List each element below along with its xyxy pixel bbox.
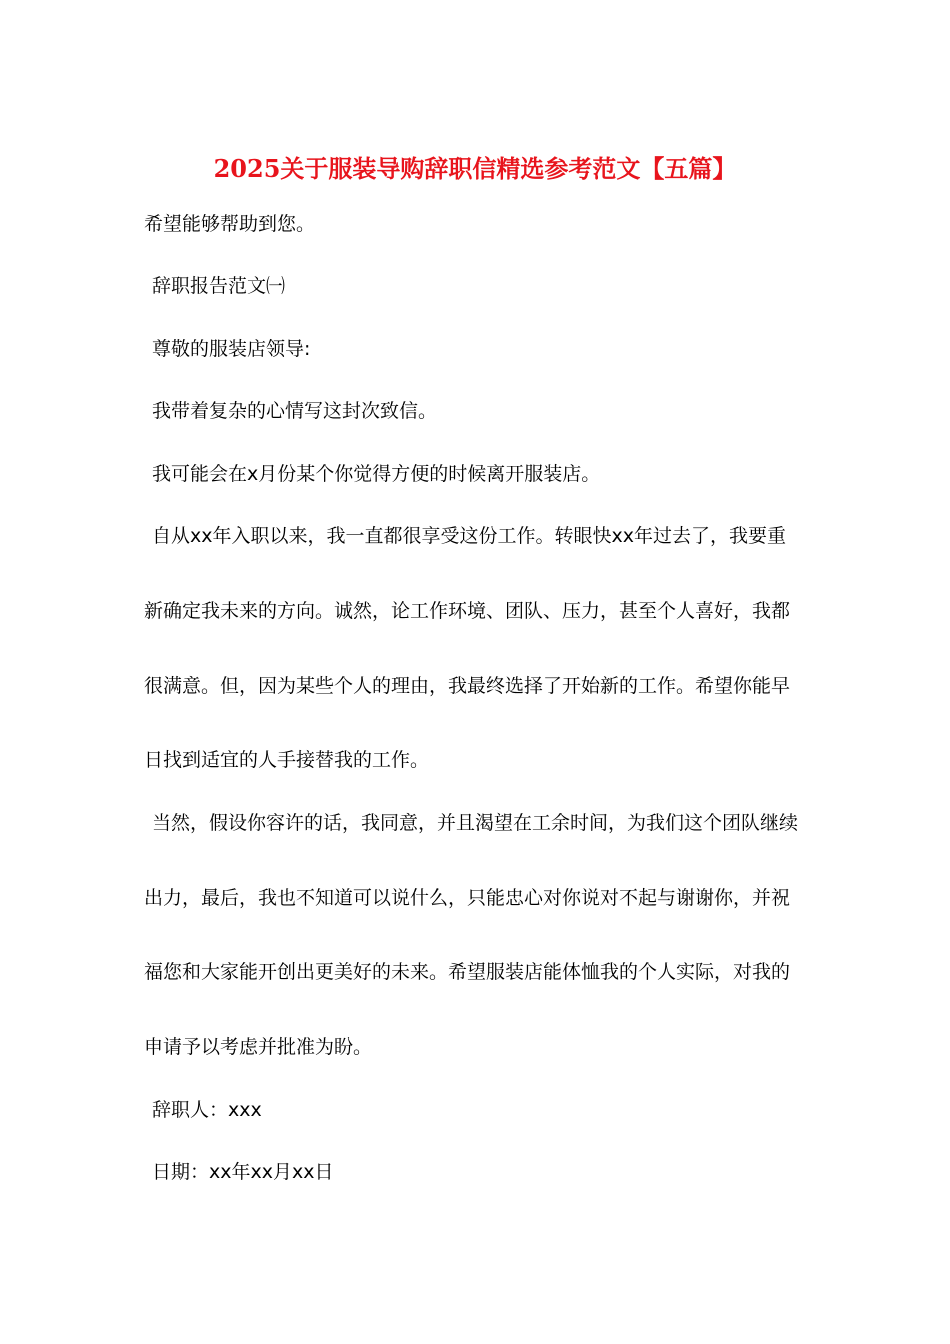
paragraph-3-line: 新确定我未来的方向。诚然，论工作环境、团队、压力，甚至个人喜好，我都 xyxy=(144,600,791,622)
document-title: 2025关于服装导购辞职信精选参考范文【五篇】 xyxy=(213,154,737,183)
date-line: 日期：xx年xx月xx日 xyxy=(152,1161,334,1183)
section-heading: 辞职报告范文㈠ xyxy=(152,275,286,297)
paragraph-4-line: 申请予以考虑并批准为盼。 xyxy=(144,1036,373,1058)
paragraph-4-line: 当然，假设你容许的话，我同意，并且渴望在工余时间，为我们这个团队继续 xyxy=(152,812,799,834)
paragraph-3-line: 自从xx年入职以来，我一直都很享受这份工作。转眼快xx年过去了，我要重 xyxy=(152,525,786,547)
paragraph-3-line: 很满意。但，因为某些个人的理由，我最终选择了开始新的工作。希望你能早 xyxy=(144,675,791,697)
signature-line: 辞职人：xxx xyxy=(152,1099,262,1121)
paragraph-2: 我可能会在x月份某个你觉得方便的时候离开服装店。 xyxy=(152,463,601,485)
intro-text: 希望能够帮助到您。 xyxy=(144,213,316,235)
paragraph-3-line: 日找到适宜的人手接替我的工作。 xyxy=(144,749,430,771)
paragraph-4-line: 福您和大家能开创出更美好的未来。希望服装店能体恤我的个人实际，对我的 xyxy=(144,961,791,983)
salutation: 尊敬的服装店领导: xyxy=(152,338,311,360)
paragraph-1: 我带着复杂的心情写这封次致信。 xyxy=(152,400,438,422)
paragraph-4-line: 出力，最后，我也不知道可以说什么，只能忠心对你说对不起与谢谢你，并祝 xyxy=(144,887,791,909)
